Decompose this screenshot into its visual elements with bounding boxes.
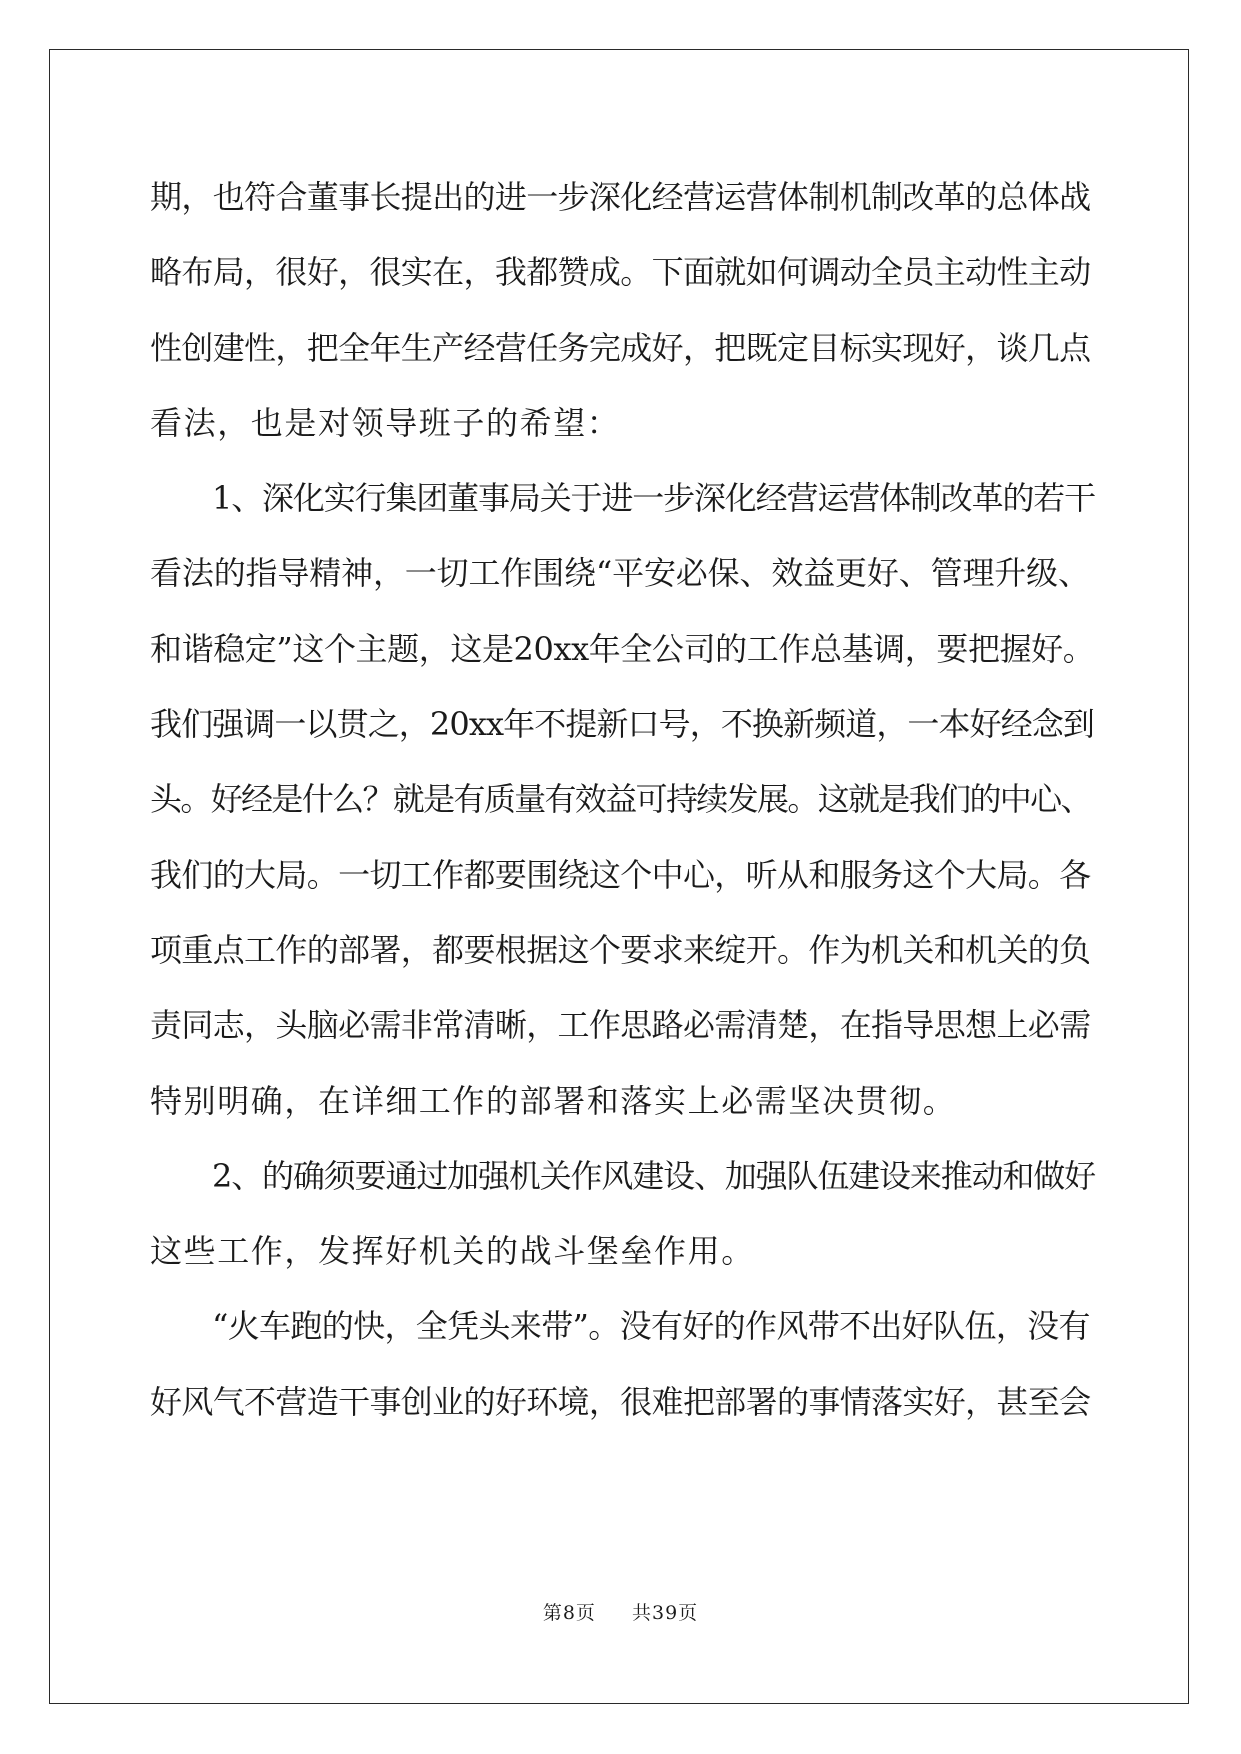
text-line: 好风气不营造干事创业的好环境，很难把部署的事情落实好，甚至会: [150, 1382, 1091, 1421]
text-line: 和谐稳定”这个主题，这是20xx年全公司的工作总基调，要把握好。: [150, 629, 1095, 668]
text-line: “火车跑的快，全凭头来带”。没有好的作风带不出好队伍，没有: [212, 1307, 1090, 1346]
text-line: 略布局，很好，很实在，我都赞成。下面就如何调动全员主动性主动: [150, 253, 1091, 292]
text-line: 我们的大局。一切工作都要围绕这个中心，听从和服务这个大局。各: [150, 855, 1091, 894]
current-page-number: 第8页: [542, 1602, 596, 1624]
document-body: [150, 160, 1095, 1440]
text-line: 头。好经是什么？就是有质量有效益可持续发展。这就是我们的中心、: [150, 780, 1091, 819]
body-text: [150, 160, 1095, 1440]
text-line: 看法的指导精神，一切工作围绕“平安必保、效益更好、管理升级、: [150, 554, 1090, 593]
text-line: 项重点工作的部署，都要根据这个要求来绽开。作为机关和机关的负: [150, 930, 1091, 969]
text-line: 期，也符合董事长提出的进一步深化经营运营体制机制改革的总体战: [150, 178, 1091, 216]
page-footer: [0, 1598, 1241, 1625]
text-line: 我们强调一以贯之，20xx年不提新口号，不换新频道，一本好经念到: [150, 705, 1095, 744]
total-page-count: 共39页: [632, 1602, 699, 1624]
text-line: 2、的确须要通过加强机关作风建设、加强队伍建设来推动和做好: [212, 1156, 1096, 1195]
text-line: 特别明确，在详细工作的部署和落实上必需坚决贯彻。: [150, 1081, 957, 1120]
text-line: 看法，也是对领导班子的希望：: [150, 403, 621, 442]
text-line: 责同志，头脑必需非常清晰，工作思路必需清楚，在指导思想上必需: [150, 1006, 1091, 1045]
text-line: 1、深化实行集团董事局关于进一步深化经营运营体制改革的若干: [212, 479, 1096, 518]
text-line: 性创建性，把全年生产经营任务完成好，把既定目标实现好，谈几点: [150, 328, 1091, 367]
text-line: 这些工作，发挥好机关的战斗堡垒作用。: [150, 1232, 755, 1271]
